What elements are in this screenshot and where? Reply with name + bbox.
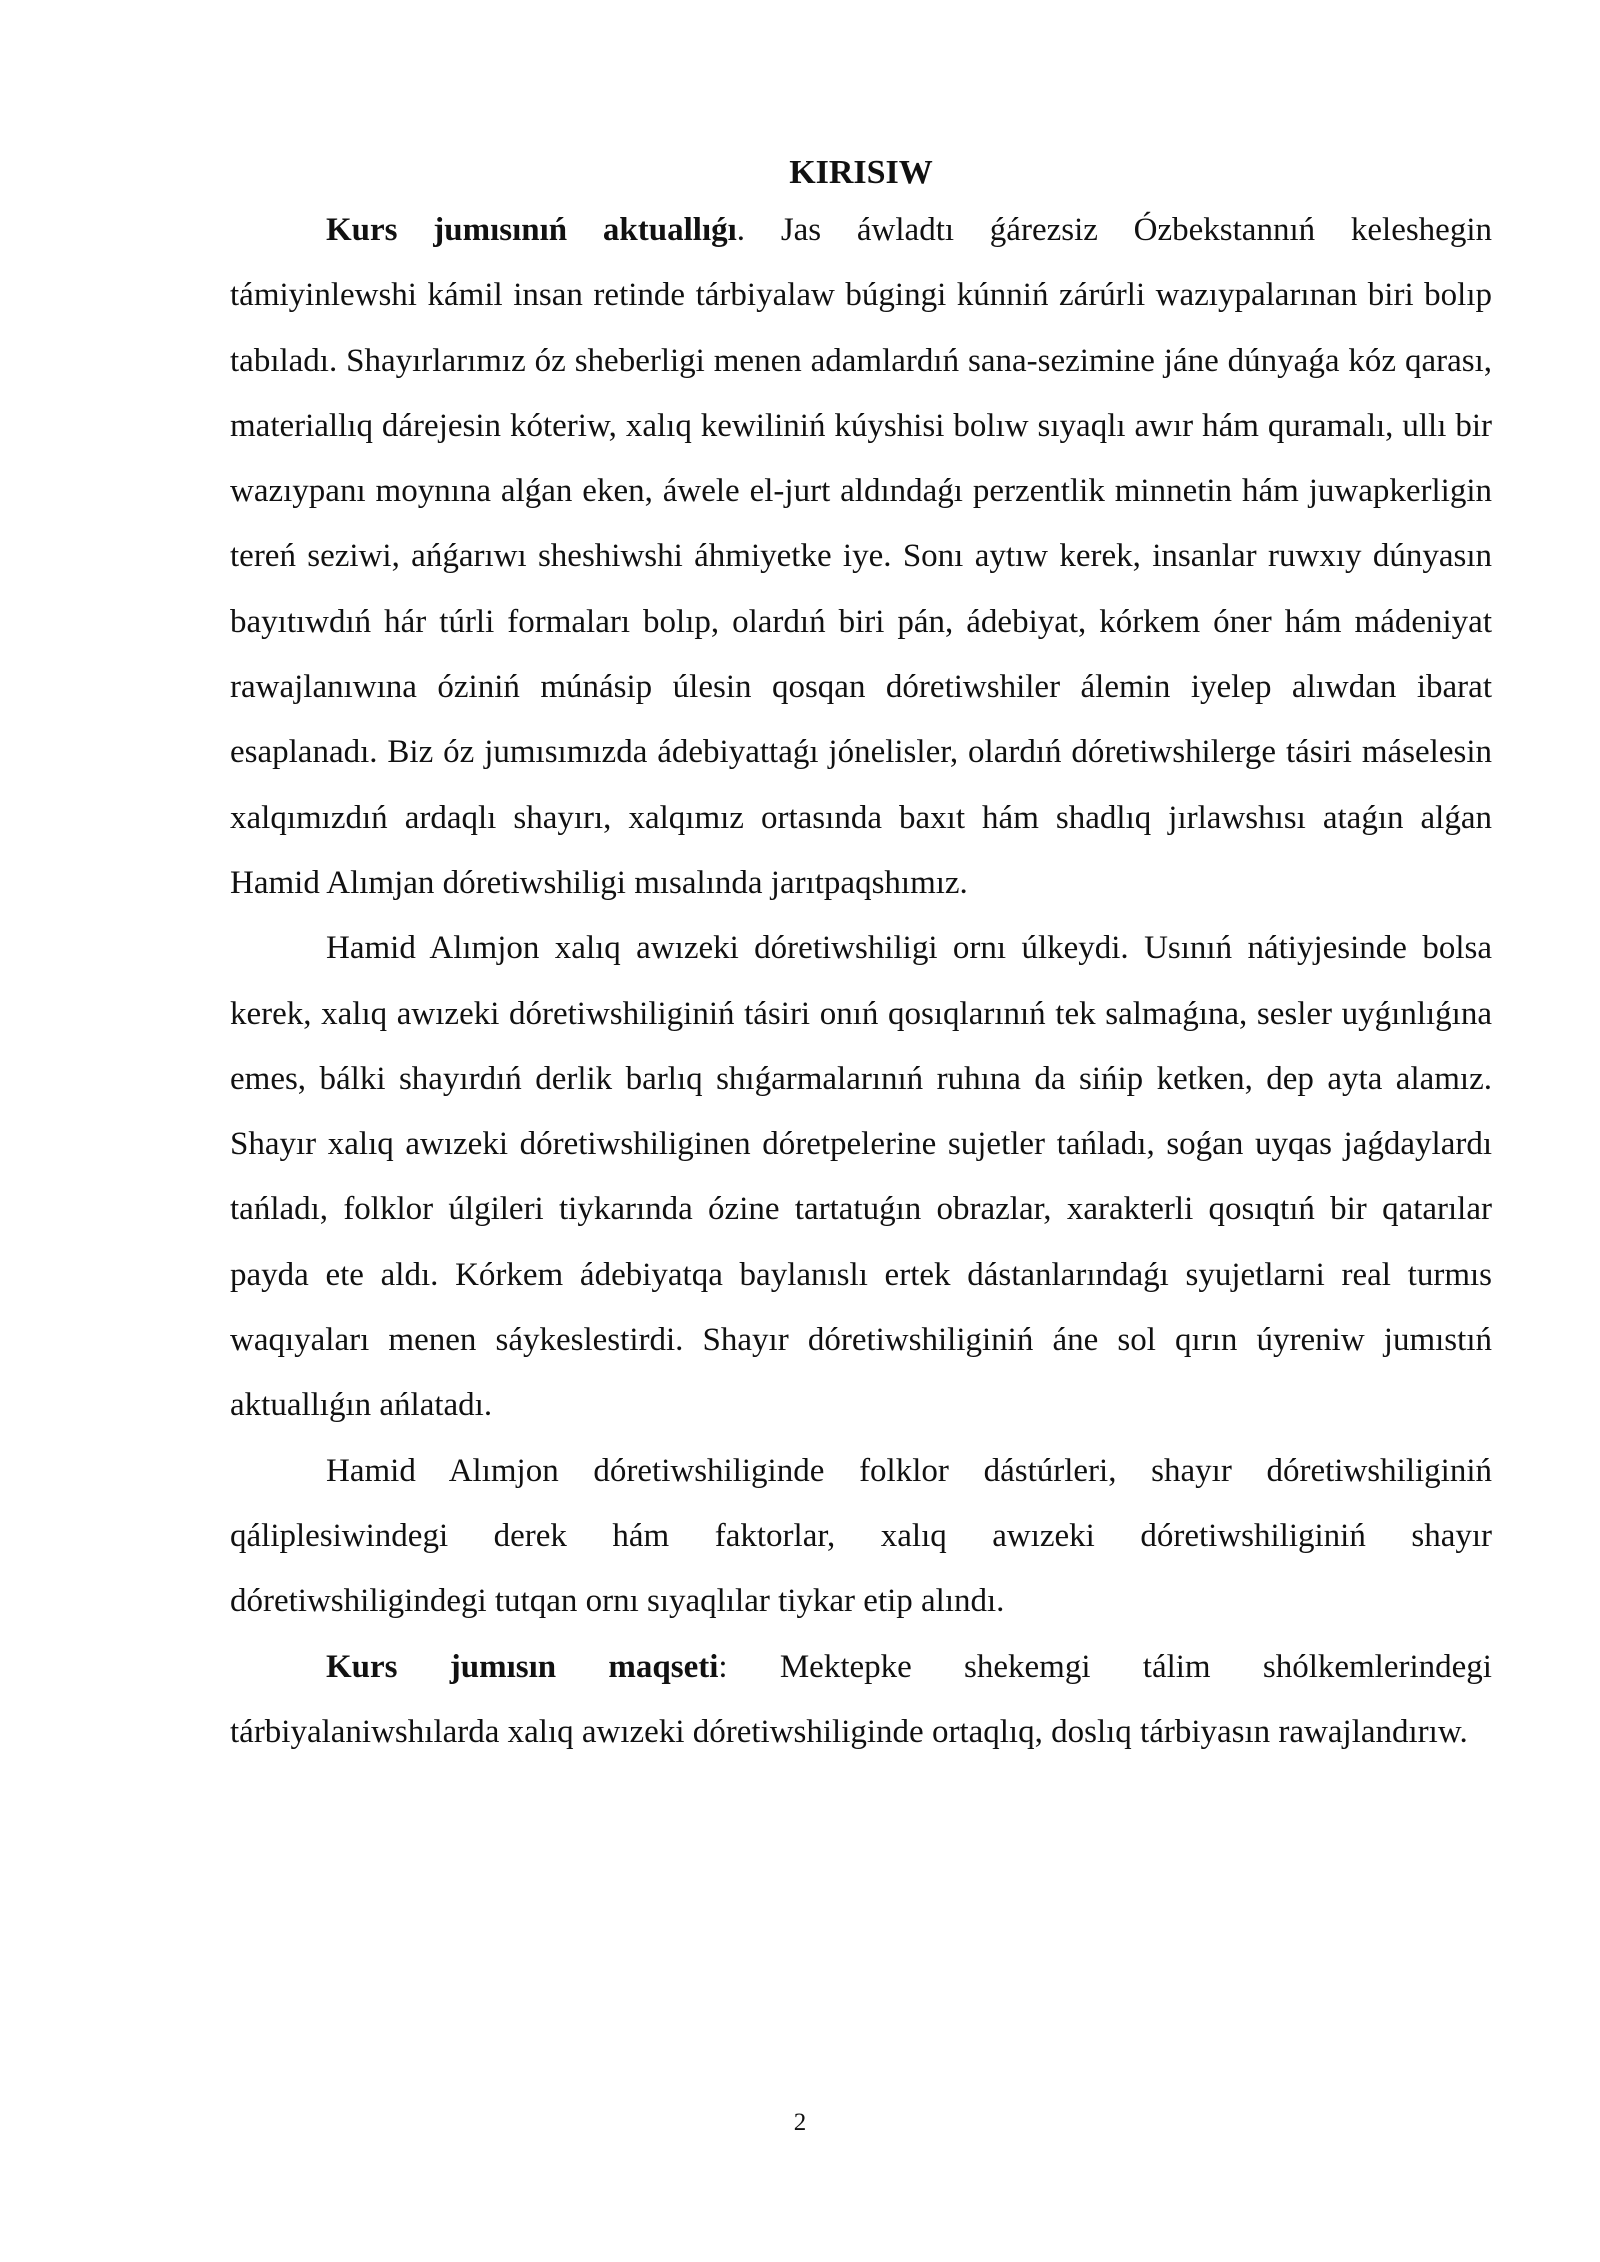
paragraph-text: Hamid Alımjon dóretiwshiliginde folklor dástúrleri, shayır dóretiwshiliginiń qáliplesiwindegi derek hám faktorlar, xalıq awızeki dóretiwshiliginiń shayır dóretiwshiligindegi tutqan ornı sıyaqlılar tiykar etip alındı. bbox=[230, 1452, 1492, 1620]
paragraph-lead-suffix: . bbox=[736, 212, 746, 248]
paragraph-text: Jas áwladtı ǵárezsiz Ózbekstannıń keleshegin támiyinlewshi kámil insan retinde tárbiyalaw búgingi kúnniń zárúrli wazıypalarınan biri bolıp tabıladı. Shayırlarımız óz sheberligi menen adamlardıń sana-sezimine jáne dúnyaǵa kóz qarası, materiallıq dárejesin kóteriw, xalıq kewiliniń kúyshisi bolıw sıyaqlı awır hám quramalı, ullı bir wazıypanı moynına alǵan eken, áwele el-jurt aldındaǵı perzentlik minnetin hám juwapkerligin tereń seziwi, ańǵarıwı sheshiwshi áhmiyetke iye. Sonı aytıw kerek, insanlar ruwxıy dúnyasın bayıtıwdıń hár túrli formaları bolıp, olardıń biri pán, ádebiyat, kórkem óner hám mádeniyat rawajlanıwına óziniń múnásip úlesin qosqan dóretiwshiler álemin iyelep alıwdan ibarat esaplanadı. Biz óz jumısımızda ádebiyattaǵı jónelisler, olardıń dóretiwshilerge tásiri máselesin xalqımızdıń ardaqlı shayırı, xalqımız ortasında baxıt hám shadlıq jırlawshısı ataǵın alǵan Hamid Alımjan dóretiwshiligi mısalında jarıtpaqshımız. bbox=[230, 212, 1492, 901]
paragraph-lead: Kurs jumısınıń aktuallıǵı bbox=[326, 212, 737, 248]
page-number: 2 bbox=[793, 2109, 807, 2136]
paragraph-lead-suffix: : bbox=[718, 1648, 728, 1685]
paragraph-text: Hamid Alımjon xalıq awızeki dóretiwshiligi ornı úlkeydi. Usınıń nátiyjesinde bolsa kerek, xalıq awızeki dóretiwshiliginiń tásiri onıń qosıqlarınıń tek salmaǵına, sesler uyǵınlıǵına emes, bálki shayırdıń derlik barlıq shıǵarmalarınıń ruhına da sińip ketken, dep ayta alamız. Shayır xalıq awızeki dóretiwshiliginen dóretpelerine sujetler tańladı, soǵan uyqas jaǵdaylardı tańladı, folklor úlgileri tiykarında ózine tartatuǵın obrazlar, xarakterli qosıqtıń bir qatarılar payda ete aldı. Kórkem ádebiyatqa baylanıslı ertek dástanlarındaǵı syujetlarni real turmıs waqıyaları menen sáykeslestirdi. Shayır dóretiwshiliginiń áne sol qırın úyreniw jumıstıń aktuallıǵın ańlatadı. bbox=[230, 930, 1492, 1424]
paragraph-folklore bbox=[230, 916, 1492, 1438]
document-title: KIRISIW bbox=[789, 154, 933, 191]
document-page bbox=[230, 150, 1492, 1765]
paragraph-goal bbox=[230, 1635, 1492, 1766]
paragraph-traditions bbox=[230, 1439, 1492, 1635]
paragraph-lead: Kurs jumısın maqseti bbox=[326, 1648, 719, 1685]
paragraph-text: Mektepke shekemgi tálim shólkemlerindegi tárbiyalaniwshılarda xalıq awızeki dóretiwshiliginde ortaqlıq, doslıq tárbiyasın rawajlandırıw. bbox=[230, 1648, 1492, 1750]
paragraph-relevance bbox=[230, 198, 1492, 916]
